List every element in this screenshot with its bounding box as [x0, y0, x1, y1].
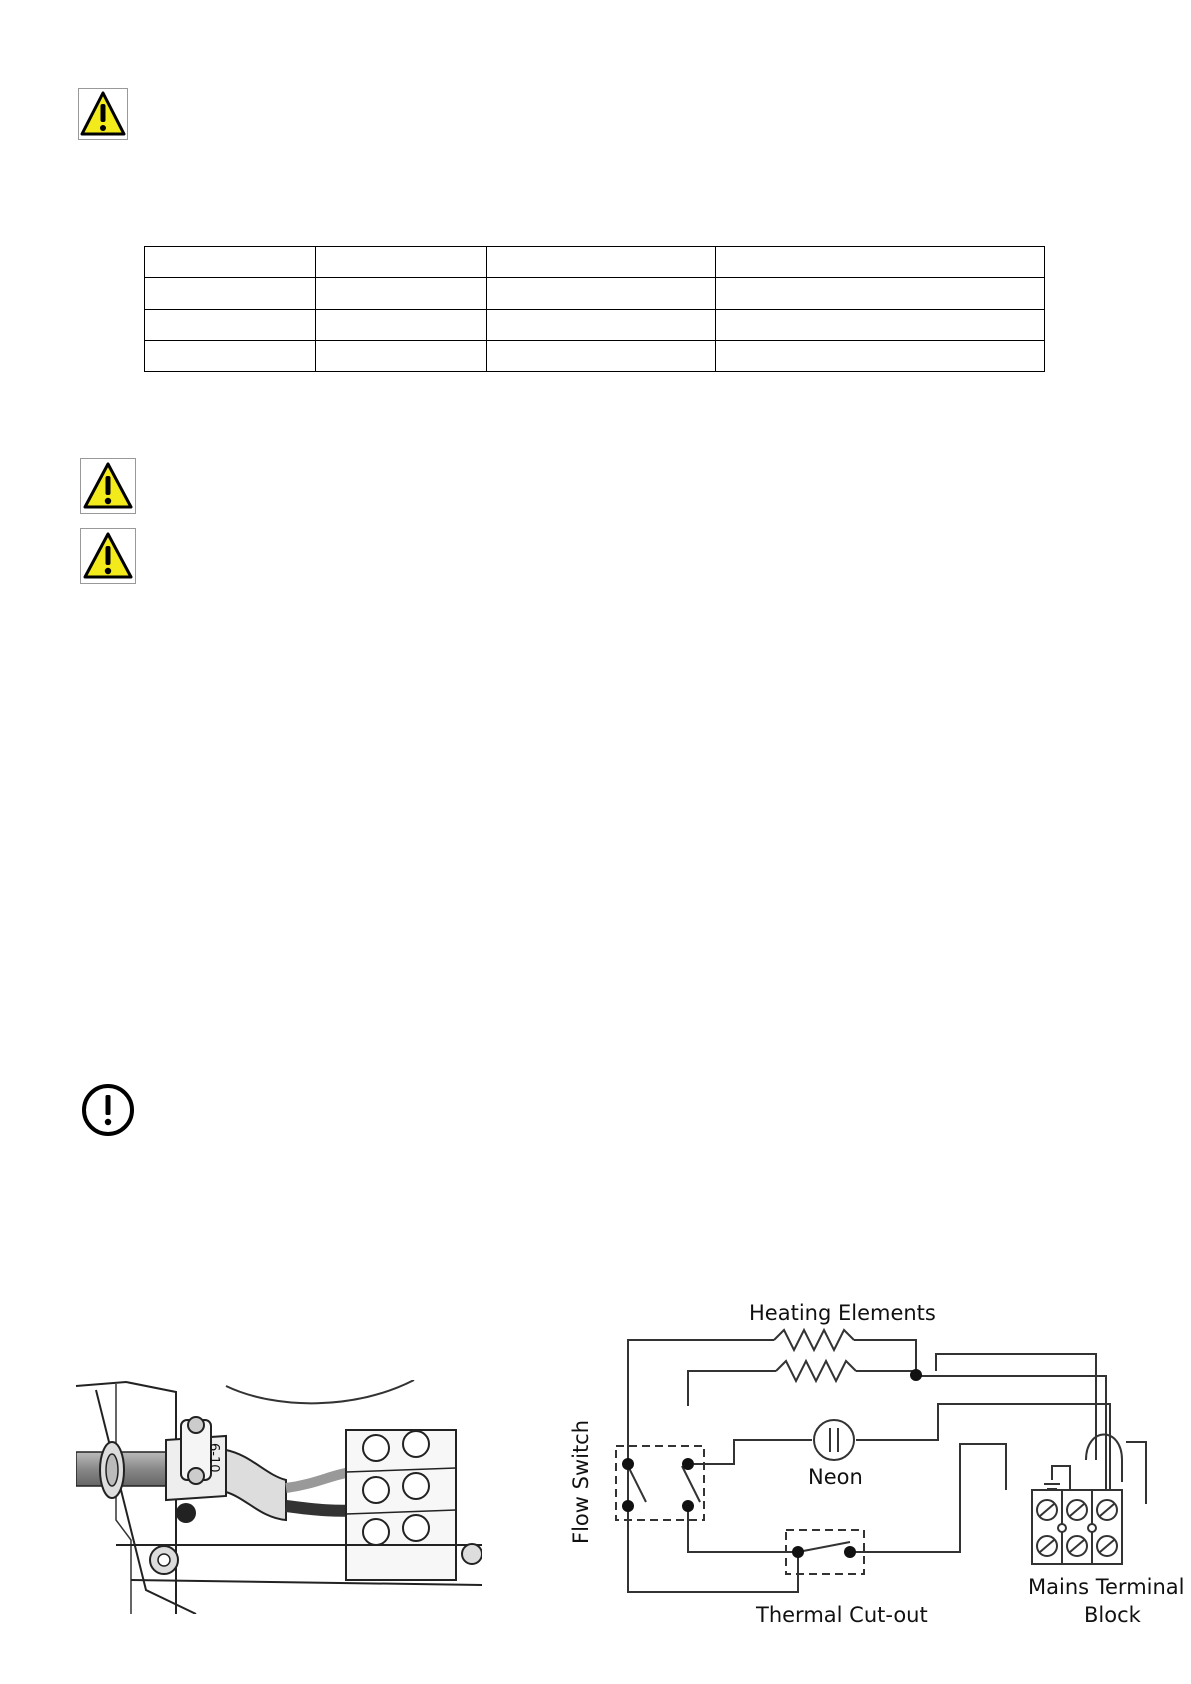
table-cell: [145, 278, 316, 309]
table-row: [145, 340, 1045, 371]
specification-table: [144, 246, 1045, 372]
thermal-cutout-label: Thermal Cut-out: [756, 1603, 928, 1627]
mains-terminal-label: Mains Terminal: [1028, 1575, 1185, 1599]
table-cell: [316, 340, 487, 371]
table-row: [145, 278, 1045, 309]
table-cell: [487, 340, 716, 371]
table-cell: [145, 309, 316, 340]
table-cell: [316, 278, 487, 309]
warning-triangle-icon: [80, 528, 136, 588]
cable-connection-illustration: [76, 1380, 482, 1614]
table-row: [145, 309, 1045, 340]
neon-label: Neon: [808, 1465, 863, 1489]
table-cell: [487, 278, 716, 309]
warning-triangle-icon: [80, 458, 136, 518]
warning-triangle-icon: [78, 88, 128, 144]
heating-elements-label: Heating Elements: [749, 1301, 936, 1325]
table-cell: [145, 340, 316, 371]
table-cell: [716, 340, 1045, 371]
table-cell: [316, 247, 487, 278]
table-cell: [487, 247, 716, 278]
table-cell: [716, 278, 1045, 309]
flow-switch-label: Flow Switch: [569, 1419, 593, 1544]
table-cell: [716, 247, 1045, 278]
wiring-diagram: [556, 1296, 1186, 1636]
table-cell: [716, 309, 1045, 340]
table-cell: [316, 309, 487, 340]
caution-circle-icon: [80, 1082, 136, 1142]
table-row: [145, 247, 1045, 278]
mains-terminal-block-label: Block: [1084, 1603, 1141, 1627]
table-cell: [145, 247, 316, 278]
table-cell: [487, 309, 716, 340]
clamp-label: 6-10: [206, 1443, 221, 1473]
